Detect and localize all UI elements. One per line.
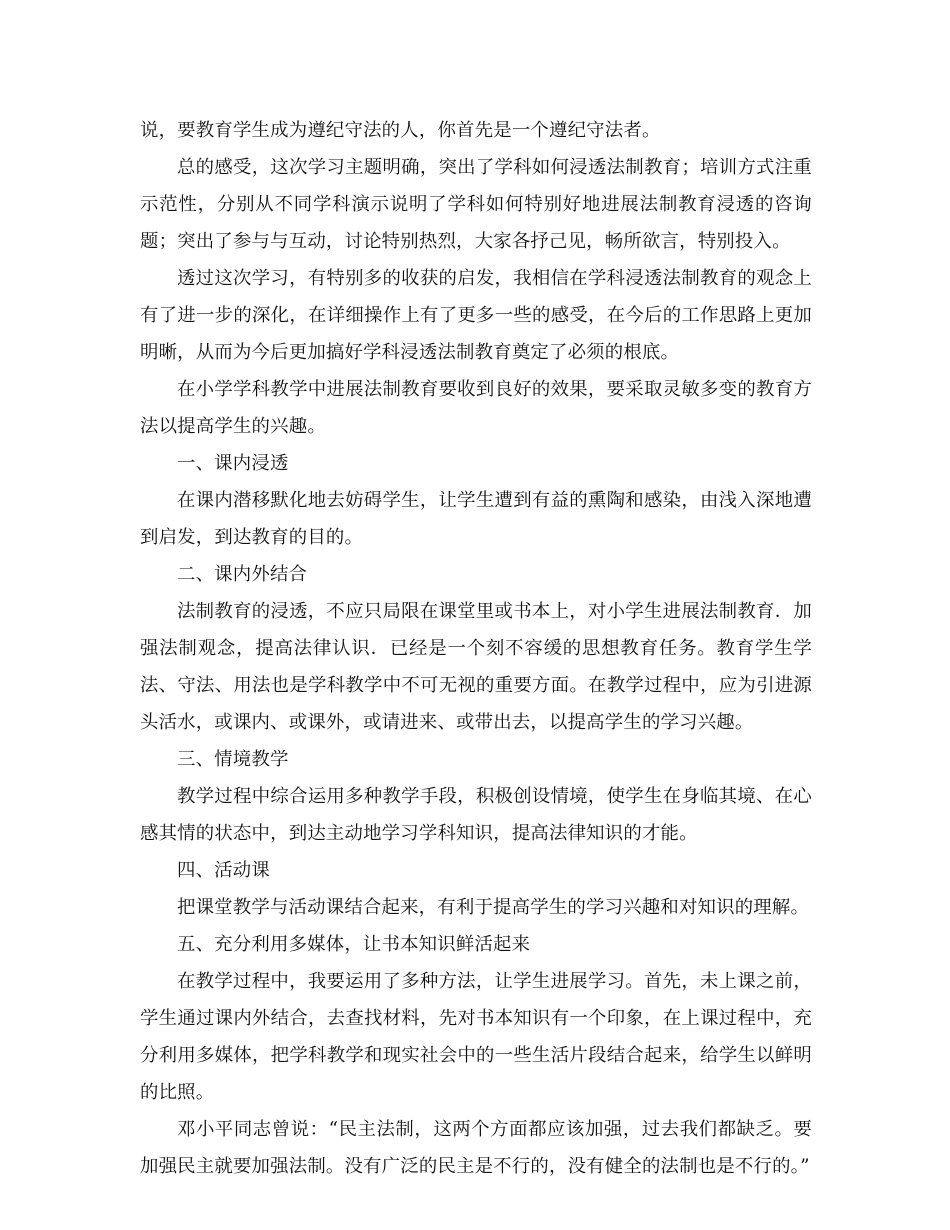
section-heading-2: 二、课内外结合 [177,564,308,585]
paragraph-continuation: 说，要教育学生成为遵纪守法的人，你首先是一个遵纪守法者。 [140,120,661,141]
paragraph-section-3: 教学过程中综合运用多种教学手段，积极创设情境，使学生在身临其境、在心感其情的状态中，到达主动地学习学科知识，提高法律知识的才能。 [140,786,812,844]
paragraph-gains: 透过这次学习，有特别多的收获的启发，我相信在学科浸透法制教育的观念上有了进一步的深化，在详细操作上有了更多一些的感受，在今后的工作思路上更加明晰，从而为今后更加搞好学科浸透法制教育奠定了必须的根底。 [140,268,812,363]
section-heading-1: 一、课内浸透 [177,453,289,474]
section-heading-4: 四、活动课 [177,860,270,881]
paragraph-section-2: 法制教育的浸透，不应只局限在课堂里或书本上，对小学生进展法制教育．加强法制观念，提高法律认识．已经是一个刻不容缓的思想教育任务。教育学生学法、守法、用法也是学科教学中不可无视的重要方面。在教学过程中，应为引进源头活水，或课内、或课外，或请进来、或带出去，以提高学生的学习兴趣。 [140,601,812,733]
paragraph-section-5: 在教学过程中，我要运用了多种方法，让学生进展学习。首先，未上课之前，学生通过课内外结合，去查找材料，先对书本知识有一个印象，在上课过程中，充分利用多媒体，把学科教学和现实社会中的一些生活片段结合起来，给学生以鲜明的比照。 [140,971,812,1103]
section-heading-3: 三、情境教学 [177,749,289,770]
document-body [140,112,812,1185]
paragraph-section-1: 在课内潜移默化地去妨碍学生，让学生遭到有益的熏陶和感染，由浅入深地遭到启发，到达教育的目的。 [140,490,812,548]
paragraph-quote: 邓小平同志曾说：“民主法制，这两个方面都应该加强，过去我们都缺乏。要加强民主就要加强法制。没有广泛的民主是不行的，没有健全的法制也是不行的。” [140,1119,812,1177]
paragraph-methods-intro: 在小学学科教学中进展法制教育要收到良好的效果，要采取灵敏多变的教育方法以提高学生的兴趣。 [140,379,812,437]
paragraph-section-4: 把课堂教学与活动课结合起来，有利于提高学生的学习兴趣和对知识的理解。 [177,897,810,918]
section-heading-5: 五、充分利用多媒体，让书本知识鲜活起来 [177,934,531,955]
paragraph-summary: 总的感受，这次学习主题明确，突出了学科如何浸透法制教育；培训方式注重示范性，分别从不同学科演示说明了学科如何特别好地进展法制教育浸透的咨询题；突出了参与与互动，讨论特别热烈，大家各抒己见，畅所欲言，特别投入。 [140,157,812,252]
